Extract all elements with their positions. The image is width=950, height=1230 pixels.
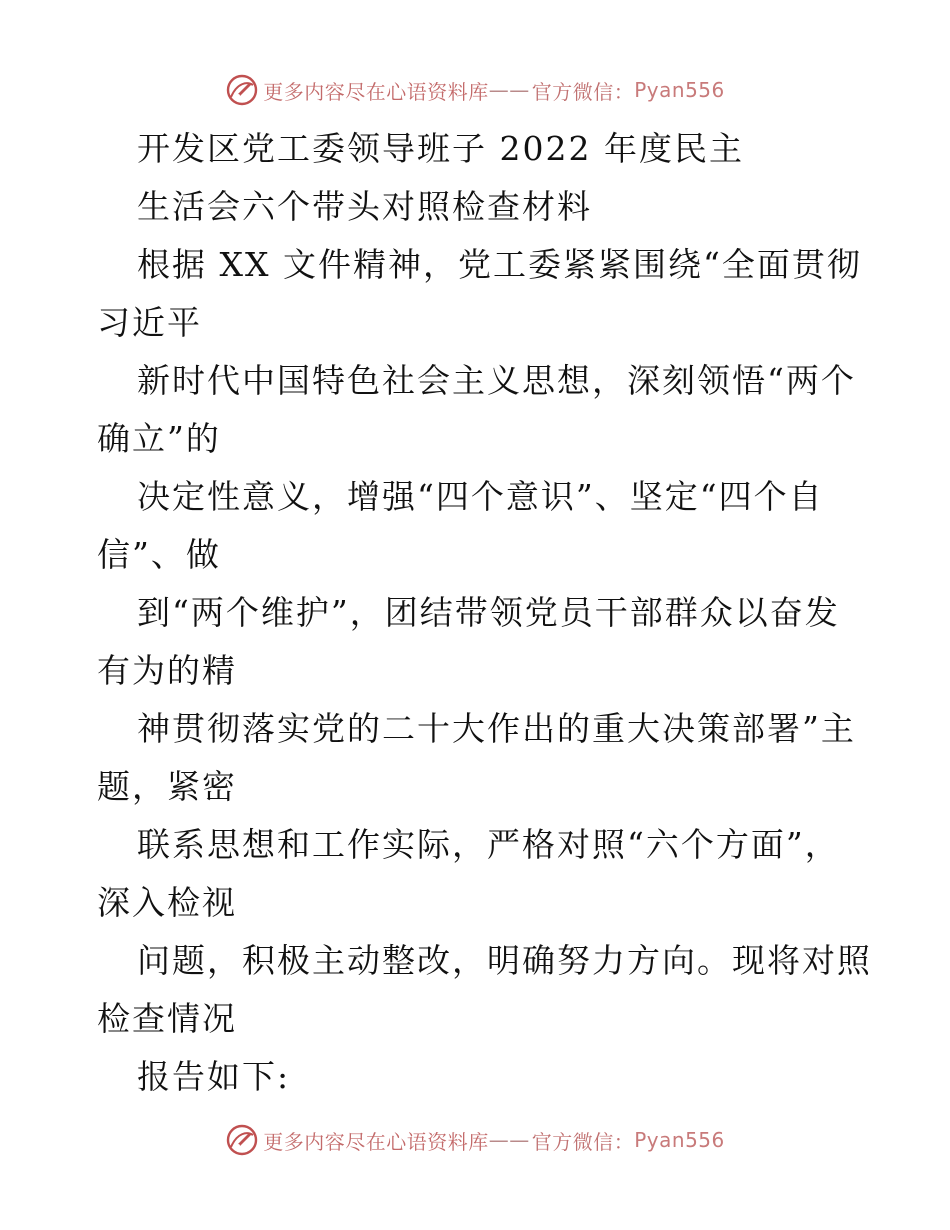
body-line: 联系思想和工作实际，严格对照“六个方面”，: [137, 825, 840, 864]
body-line: 新时代中国特色社会主义思想，深刻领悟“两个: [137, 361, 856, 400]
document-title-line-1: 开发区党工委领导班子 2022 年度民主: [137, 129, 744, 168]
watermark-wechat-label: 官方微信：: [531, 1129, 635, 1154]
watermark-brand: 更多内容尽在心语资料库: [263, 1129, 489, 1154]
body-line: 确立”的: [97, 419, 221, 458]
body-line: 神贯彻落实党的二十大作出的重大决策部署”主: [137, 709, 856, 748]
body-line: 有为的精: [97, 651, 237, 690]
document-title-line-2: 生活会六个带头对照检查材料: [137, 187, 592, 226]
body-line: 决定性意义，增强“四个意识”、坚定“四个自: [137, 477, 824, 516]
body-line: 检查情况: [97, 999, 237, 1038]
body-line: 题，紧密: [97, 767, 237, 806]
watermark-separator: ——: [488, 78, 530, 102]
pen-swirl-logo-icon: [225, 1123, 259, 1157]
header-watermark: [0, 70, 950, 110]
body-line: 根据 XX 文件精神，党工委紧紧围绕“全面贯彻: [137, 245, 862, 284]
body-line: 到“两个维护”，团结带领党员干部群众以奋发: [137, 593, 840, 632]
watermark-wechat-id: Pyan556: [634, 1128, 725, 1152]
body-line: 习近平: [97, 303, 202, 342]
watermark-wechat-label: 官方微信：: [531, 79, 635, 104]
body-line: 问题，积极主动整改，明确努力方向。现将对照: [137, 941, 872, 980]
body-line: 报告如下:: [137, 1057, 291, 1096]
pen-swirl-logo-icon: [225, 73, 259, 107]
watermark-wechat-id: Pyan556: [634, 78, 725, 102]
watermark-separator: ——: [488, 1128, 530, 1152]
body-line: 深入检视: [97, 883, 237, 922]
body-line: 信”、做: [97, 535, 221, 574]
watermark-brand: 更多内容尽在心语资料库: [263, 79, 489, 104]
footer-watermark: [0, 1120, 950, 1160]
